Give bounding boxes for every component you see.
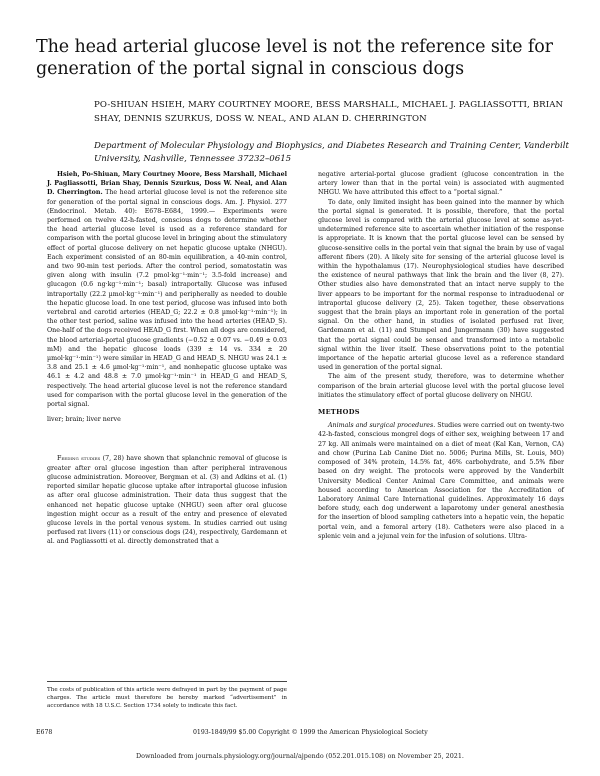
author-list: PO-SHIUAN HSIEH, MARY COURTNEY MOORE, BESS MARSHALL, MICHAEL J. PAGLIASSOTTI, BRIAN SHAY, DENNIS SZURKUS, DOSS W. NEAL, AND ALAN D. CHERRINGTON <box>94 100 564 124</box>
methods-heading: METHODS <box>318 408 360 417</box>
left-column <box>47 170 287 547</box>
footnote-divider <box>47 681 287 682</box>
methods-body: Studies were carried out on twenty-two 42-h-fasted, conscious mongrel dogs of either sex, weighing between 17 and 27 kg. All animals were maintained on a diet of meat (Kal Kan, Vernon, CA) and chow (Purina Lab Canine Diet no. 5006; Purina Mills, St. Louis, MO) composed of 34% protein, 14.5% fat, 46% carbohydrate, and 5.5% fiber based on dry weight. The protocols were approved by the Vanderbilt University Medical Center Animal Care Committee, and animals were housed according to American Association for the Accreditation of Laboratory Animal Care International guidelines. Approximately 16 days before study, each dog underwent a laparotomy under general anesthesia for the insertion of blood sampling catheters into a hepatic vein, the hepatic portal vein, and a femoral artery (18). Catheters were also placed in a splenic vein and a jejunal vein for the infusion of solutions. Ultra- <box>318 422 564 540</box>
methods-paragraph <box>318 421 564 541</box>
article-title: The head arterial glucose level is not the reference site for generation of the portal signal in conscious dogs <box>36 37 553 79</box>
right-paragraph-1: negative arterial-portal glucose gradient (glucose concentration in the artery lower than that in the portal vein) is associated with augmented NHGU. We have attributed this effect to a “portal signal.” <box>318 171 564 197</box>
affiliation: Department of Molecular Physiology and Biophysics, and Diabetes Research and Training Center, Vanderbilt University, Nashville, Tennessee 37232–0615 <box>94 141 569 164</box>
footnote: The costs of publication of this article were defrayed in part by the payment of page charges. The article must therefore be hereby marked “advertisement” in accordance with 18 U.S.C. Section 1734 solely to indicate this fact. <box>47 687 287 709</box>
abstract-citation-authors: Hsieh, Po-Shiuan, Mary Courtney Moore, Bess Marshall, Michael J. Pagliassotti, Brian Shay, Dennis Szurkus, Doss W. Neal, and Alan D. Cherrington. <box>47 171 287 197</box>
abstract <box>47 170 287 409</box>
abstract-body: Experiments were performed on twelve 42-h-fasted, conscious dogs to determine whether the head arterial glucose level is used as a reference standard for comparison with the portal glucose level in bringing about the stimulatory effect of portal glucose delivery on net hepatic glucose uptake (NHGU). Each experiment consisted of an 80-min equilibration, a 40-min control, and two 90-min test periods. After the control period, somatostatin was given along with insulin (7.2 pmol·kg⁻¹·min⁻¹; 3.5-fold increase) and glucagon (0.6 ng·kg⁻¹·min⁻¹; basal) intraportally. Glucose was infused intraportally (22.2 µmol·kg⁻¹·min⁻¹) and peripherally as needed to double the hepatic glucose load. In one test period, glucose was infused into both vertebral and carotid arteries (HEAD_G; 22.2 ± 0.8 µmol·kg⁻¹·min⁻¹); in the other test period, saline was infused into the head arteries (HEAD_S). One-half of the dogs received HEAD_G first. When all dogs are considered, the blood arterial-portal glucose gradients (−0.52 ± 0.07 vs. −0.49 ± 0.03 mM) and the hepatic glucose loads (339 ± 14 vs. 334 ± 20 µmol·kg⁻¹·min⁻¹) were similar in HEAD_G and HEAD_S. NHGU was 24.1 ± 3.8 and 25.1 ± 4.6 µmol·kg⁻¹·min⁻¹, and nonhepatic glucose uptake was 46.1 ± 4.2 and 48.8 ± 7.0 µmol·kg⁻¹·min⁻¹ in HEAD_G and HEAD_S, respectively. The head arterial glucose level is not the reference standard used for comparison with the portal glucose level in the generation of the portal signal. <box>47 207 287 409</box>
page-number: E678 <box>36 729 53 736</box>
right-column <box>318 170 564 541</box>
right-paragraph-3: The aim of the present study, therefore, was to determine whether comparison of the brain arterial glucose level with the portal glucose level initiates the stimulatory effect of portal glucose delivery on NHGU. <box>318 373 564 399</box>
intro-lead: Feeding studies <box>57 455 101 463</box>
keywords: liver; brain; liver nerve <box>47 416 121 424</box>
methods-subheading: Animals and surgical procedures. <box>328 422 436 430</box>
abstract-citation: The head arterial glucose level is not the reference site for generation of the portal signal in conscious dogs. Am. J. Physiol. 277 (Endocrinol. Metab. 40): E678–E684, 1999.— <box>47 189 287 215</box>
right-paragraph-2: To date, only limited insight has been gained into the manner by which the portal signal is generated. It is possible, therefore, that the portal glucose level is compared with the arterial glucose level at some as-yet-undetermined reference site to ascertain whether initiation of the response is appropriate. It is known that the portal glucose level can be sensed by glucose-sensitive cells in the portal vein that signal the brain by use of vagal afferent fibers (20). A likely site for sensing of the arterial glucose level is within the hypothalamus (17). Neurophysiological studies have described the existence of neural pathways that link the brain and the liver (8, 27). Other studies also have demonstrated that an intact nerve supply to the liver appears to be important for the normal response to intraduodenal or intraportal glucose delivery (2, 25). Taken together, these observations suggest that the brain plays an important role in generation of the portal signal. On the other hand, in studies of isolated perfused rat liver, Gardemann et al. (11) and Stumpel and Jungermann (30) have suggested that the portal signal could be sensed and transformed into a metabolic signal within the liver itself. These observations point to the potential importance of the hepatic arterial glucose level as a reference standard used in generation of the portal signal. <box>318 198 564 372</box>
intro-body: (7, 28) have shown that splanchnic removal of glucose is greater after oral glucose ingestion than after peripheral intravenous glucose administration. Moreover, Bergman et al. (3) and Adkins et al. (1) reported similar hepatic glucose uptake after intraportal glucose infusion as after oral glucose administration. Their data thus suggest that the enhanced net hepatic glucose uptake (NHGU) seen after oral glucose ingestion might occur as a result of the entry and presence of elevated glucose levels in the portal venous system. In studies carried out using perfused rat livers (11) or conscious dogs (24), respectively, Gardemann et al. and Pagliassotti et al. directly demonstrated that a <box>47 455 287 546</box>
intro-paragraph <box>47 454 287 546</box>
download-note: Downloaded from journals.physiology.org/journal/ajpendo (052.201.015.108) on November 25, 2021. <box>136 752 464 760</box>
copyright-line: 0193-1849/99 $5.00 Copyright © 1999 the American Physiological Society <box>193 729 428 736</box>
